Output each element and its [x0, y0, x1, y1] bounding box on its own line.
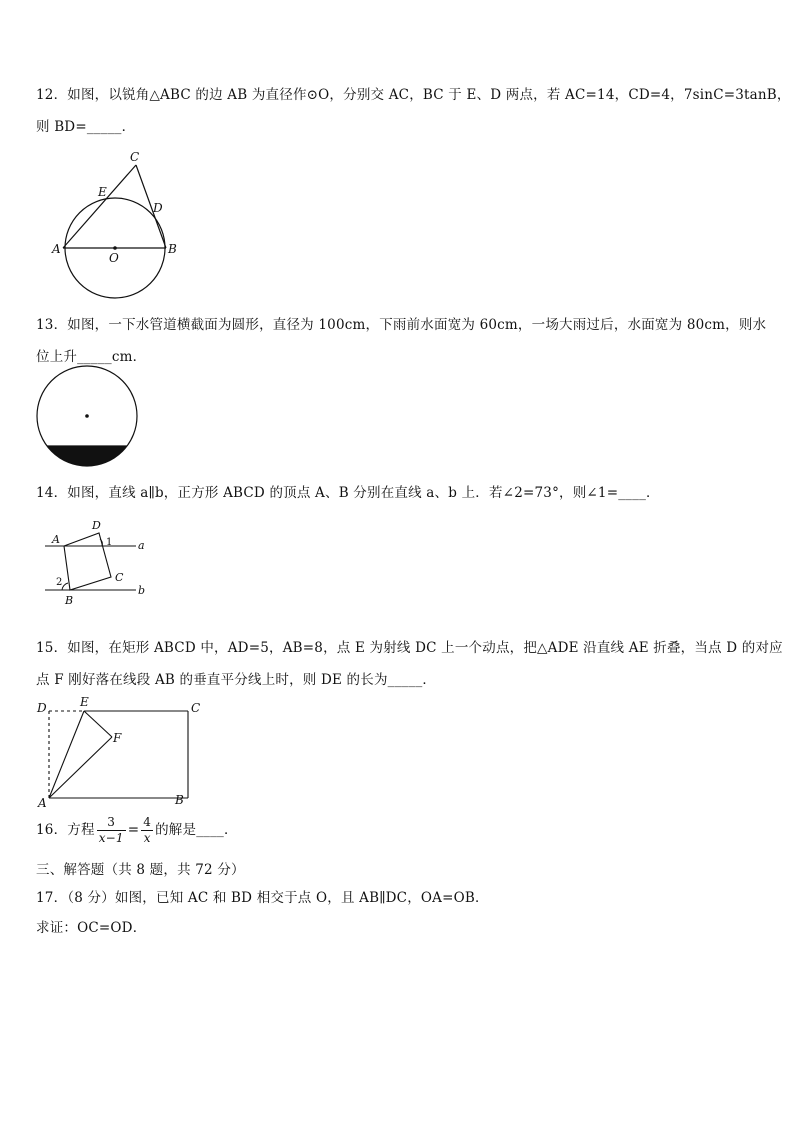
q17-line2: 求证：OC=OD．	[36, 920, 147, 936]
q14-label-c: C	[115, 571, 124, 584]
q12-label-d: D	[153, 201, 163, 215]
q16-frac2-num: 4	[143, 815, 152, 829]
q13-water-region	[33, 446, 143, 475]
q15-segment-ef	[84, 711, 112, 737]
q17-line1: 17．（8 分）如图，已知 AC 和 BD 相交于点 O，且 AB∥DC，OA=OB．	[36, 890, 489, 906]
q14-label-1: 1	[106, 537, 113, 548]
q16-frac2-den: x	[143, 831, 151, 845]
q14-square	[64, 533, 111, 590]
q16-fraction-left	[97, 815, 126, 846]
q14-figure	[40, 515, 170, 610]
q16-prefix: 16．方程	[36, 822, 95, 838]
q15-label-c: C	[191, 701, 201, 715]
q15-fold-ae	[49, 711, 84, 798]
q16-equals: =	[127, 822, 140, 838]
q12-label-e: E	[98, 185, 107, 199]
q12-label-c: C	[130, 150, 140, 164]
q15-label-b: B	[175, 793, 184, 807]
q15-label-f: F	[113, 731, 122, 745]
q16-line	[36, 815, 238, 846]
q13-center-dot	[85, 414, 89, 418]
q12-center-dot	[113, 246, 117, 250]
q14-label-line-a: a	[138, 539, 145, 552]
q14-label-line-b: b	[138, 584, 146, 597]
q14-label-b-vertex: B	[65, 594, 74, 607]
q13-figure	[33, 365, 143, 475]
q16-suffix: 的解是____．	[155, 822, 238, 838]
q15-figure	[35, 695, 205, 810]
q15-segment-af	[49, 737, 112, 798]
q12-label-o: O	[109, 251, 119, 265]
q15-label-e: E	[80, 695, 89, 709]
q13-line1: 13．如图，一下水管道横截面为圆形，直径为 100cm，下雨前水面宽为 60cm，一场大雨过后，水面宽为 80cm，则水	[36, 317, 767, 333]
q15-line2: 点 F 刚好落在线段 AB 的垂直平分线上时，则 DE 的长为_____．	[36, 672, 437, 688]
q12-line2: 则 BD=_____．	[36, 119, 136, 135]
q12-line1: 12．如图，以锐角△ABC 的边 AB 为直径作⊙O，分别交 AC，BC 于 E、D 两点，若 AC=14，CD=4，7sinC=3tanB，	[36, 87, 791, 103]
q12-label-a: A	[52, 242, 61, 256]
q12-side-ac	[63, 165, 136, 248]
section3-title: 三、解答题（共 8 题，共 72 分）	[36, 862, 245, 878]
q15-label-d: D	[37, 701, 47, 715]
q15-line1: 15．如图，在矩形 ABCD 中，AD=5，AB=8，点 E 为射线 DC 上一个动点，把△ADE 沿直线 AE 折叠，当点 D 的对应	[36, 640, 783, 656]
q16-frac1-num: 3	[97, 815, 126, 831]
q14-label-a-vertex: A	[52, 533, 60, 546]
q14-line1: 14．如图，直线 a∥b，正方形 ABCD 的顶点 A、B 分别在直线 a、b 上．若∠2=73°，则∠1=____．	[36, 485, 660, 501]
q16-fraction-right	[141, 815, 153, 846]
q16-frac1-den: x−1	[98, 831, 124, 845]
q14-label-2: 2	[56, 577, 63, 588]
q14-angle-2-arc	[62, 583, 68, 590]
q12-figure	[40, 145, 240, 305]
q14-label-d: D	[92, 519, 101, 532]
q15-label-a: A	[38, 796, 47, 810]
q12-label-b: B	[168, 242, 177, 256]
q13-line2: 位上升_____cm．	[36, 349, 147, 365]
